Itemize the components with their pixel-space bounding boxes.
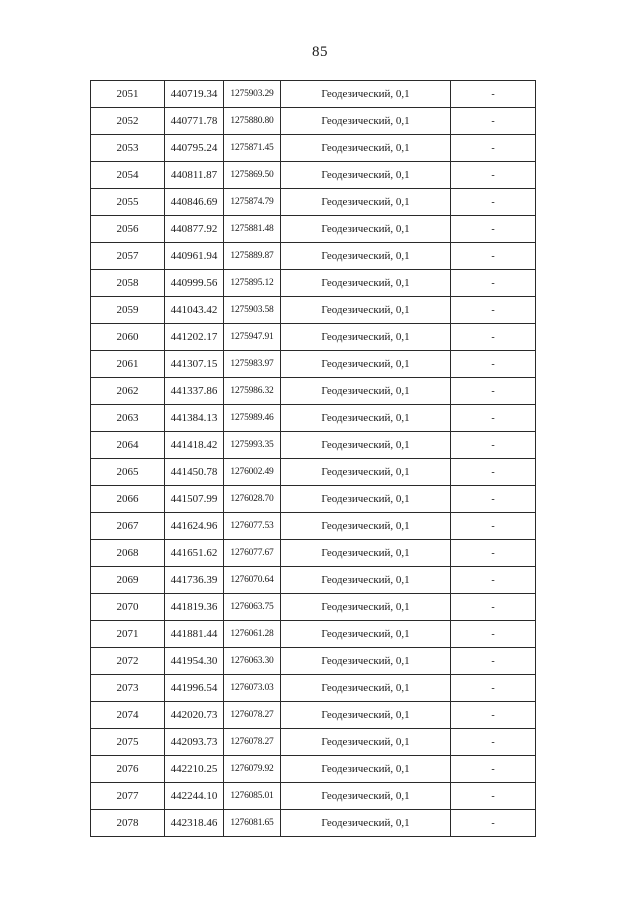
table-row (91, 324, 536, 351)
extra-cell: - (451, 108, 536, 135)
x-coordinate-cell: 442244.10 (165, 783, 224, 810)
extra-cell: - (451, 270, 536, 297)
extra-cell: - (451, 378, 536, 405)
method-cell: Геодезический, 0,1 (281, 351, 451, 378)
table-row (91, 702, 536, 729)
extra-cell: - (451, 405, 536, 432)
method-cell: Геодезический, 0,1 (281, 243, 451, 270)
x-coordinate-cell: 440811.87 (165, 162, 224, 189)
x-coordinate-cell: 441384.13 (165, 405, 224, 432)
table-row (91, 648, 536, 675)
method-cell: Геодезический, 0,1 (281, 810, 451, 837)
method-cell: Геодезический, 0,1 (281, 270, 451, 297)
x-coordinate-cell: 440961.94 (165, 243, 224, 270)
table-row (91, 810, 536, 837)
point-number-cell: 2054 (91, 162, 165, 189)
page-number: 85 (312, 44, 328, 60)
y-coordinate-cell: 1275881.48 (224, 216, 281, 243)
point-number-cell: 2058 (91, 270, 165, 297)
table-row (91, 756, 536, 783)
extra-cell: - (451, 756, 536, 783)
point-number-cell: 2063 (91, 405, 165, 432)
method-cell: Геодезический, 0,1 (281, 540, 451, 567)
table-row (91, 459, 536, 486)
point-number-cell: 2067 (91, 513, 165, 540)
point-number-cell: 2069 (91, 567, 165, 594)
table-row (91, 567, 536, 594)
table-row (91, 540, 536, 567)
y-coordinate-cell: 1276063.75 (224, 594, 281, 621)
table-row (91, 216, 536, 243)
table-row (91, 162, 536, 189)
x-coordinate-cell: 440771.78 (165, 108, 224, 135)
y-coordinate-cell: 1276077.53 (224, 513, 281, 540)
x-coordinate-cell: 441819.36 (165, 594, 224, 621)
method-cell: Геодезический, 0,1 (281, 297, 451, 324)
table-row (91, 378, 536, 405)
y-coordinate-cell: 1275986.32 (224, 378, 281, 405)
coordinates-table (90, 80, 536, 837)
y-coordinate-cell: 1275880.80 (224, 108, 281, 135)
y-coordinate-cell: 1276002.49 (224, 459, 281, 486)
x-coordinate-cell: 441996.54 (165, 675, 224, 702)
extra-cell: - (451, 243, 536, 270)
x-coordinate-cell: 441043.42 (165, 297, 224, 324)
method-cell: Геодезический, 0,1 (281, 405, 451, 432)
y-coordinate-cell: 1275871.45 (224, 135, 281, 162)
y-coordinate-cell: 1276063.30 (224, 648, 281, 675)
extra-cell: - (451, 810, 536, 837)
extra-cell: - (451, 324, 536, 351)
point-number-cell: 2068 (91, 540, 165, 567)
extra-cell: - (451, 783, 536, 810)
x-coordinate-cell: 440846.69 (165, 189, 224, 216)
extra-cell: - (451, 135, 536, 162)
point-number-cell: 2065 (91, 459, 165, 486)
method-cell: Геодезический, 0,1 (281, 675, 451, 702)
point-number-cell: 2075 (91, 729, 165, 756)
x-coordinate-cell: 440795.24 (165, 135, 224, 162)
extra-cell: - (451, 189, 536, 216)
table-row (91, 351, 536, 378)
table-row (91, 621, 536, 648)
method-cell: Геодезический, 0,1 (281, 108, 451, 135)
extra-cell: - (451, 621, 536, 648)
point-number-cell: 2055 (91, 189, 165, 216)
x-coordinate-cell: 441881.44 (165, 621, 224, 648)
point-number-cell: 2061 (91, 351, 165, 378)
y-coordinate-cell: 1276073.03 (224, 675, 281, 702)
method-cell: Геодезический, 0,1 (281, 324, 451, 351)
point-number-cell: 2077 (91, 783, 165, 810)
extra-cell: - (451, 351, 536, 378)
point-number-cell: 2073 (91, 675, 165, 702)
method-cell: Геодезический, 0,1 (281, 648, 451, 675)
method-cell: Геодезический, 0,1 (281, 783, 451, 810)
x-coordinate-cell: 440999.56 (165, 270, 224, 297)
y-coordinate-cell: 1275903.29 (224, 81, 281, 108)
method-cell: Геодезический, 0,1 (281, 567, 451, 594)
table-row (91, 135, 536, 162)
x-coordinate-cell: 440719.34 (165, 81, 224, 108)
method-cell: Геодезический, 0,1 (281, 162, 451, 189)
x-coordinate-cell: 441450.78 (165, 459, 224, 486)
table-row (91, 729, 536, 756)
point-number-cell: 2059 (91, 297, 165, 324)
x-coordinate-cell: 441624.96 (165, 513, 224, 540)
point-number-cell: 2062 (91, 378, 165, 405)
x-coordinate-cell: 441507.99 (165, 486, 224, 513)
y-coordinate-cell: 1275983.97 (224, 351, 281, 378)
point-number-cell: 2072 (91, 648, 165, 675)
point-number-cell: 2051 (91, 81, 165, 108)
table-row (91, 432, 536, 459)
point-number-cell: 2074 (91, 702, 165, 729)
extra-cell: - (451, 162, 536, 189)
y-coordinate-cell: 1275869.50 (224, 162, 281, 189)
x-coordinate-cell: 441337.86 (165, 378, 224, 405)
table-row (91, 513, 536, 540)
table-row (91, 594, 536, 621)
y-coordinate-cell: 1275874.79 (224, 189, 281, 216)
method-cell: Геодезический, 0,1 (281, 702, 451, 729)
x-coordinate-cell: 442318.46 (165, 810, 224, 837)
method-cell: Геодезический, 0,1 (281, 513, 451, 540)
point-number-cell: 2064 (91, 432, 165, 459)
point-number-cell: 2078 (91, 810, 165, 837)
point-number-cell: 2060 (91, 324, 165, 351)
x-coordinate-cell: 441202.17 (165, 324, 224, 351)
extra-cell: - (451, 540, 536, 567)
extra-cell: - (451, 459, 536, 486)
method-cell: Геодезический, 0,1 (281, 216, 451, 243)
method-cell: Геодезический, 0,1 (281, 189, 451, 216)
extra-cell: - (451, 594, 536, 621)
x-coordinate-cell: 441307.15 (165, 351, 224, 378)
point-number-cell: 2053 (91, 135, 165, 162)
y-coordinate-cell: 1276079.92 (224, 756, 281, 783)
table-row (91, 297, 536, 324)
method-cell: Геодезический, 0,1 (281, 594, 451, 621)
y-coordinate-cell: 1275889.87 (224, 243, 281, 270)
extra-cell: - (451, 675, 536, 702)
point-number-cell: 2056 (91, 216, 165, 243)
y-coordinate-cell: 1276061.28 (224, 621, 281, 648)
x-coordinate-cell: 442210.25 (165, 756, 224, 783)
x-coordinate-cell: 441418.42 (165, 432, 224, 459)
extra-cell: - (451, 216, 536, 243)
y-coordinate-cell: 1276028.70 (224, 486, 281, 513)
extra-cell: - (451, 567, 536, 594)
extra-cell: - (451, 648, 536, 675)
point-number-cell: 2071 (91, 621, 165, 648)
table-row (91, 270, 536, 297)
extra-cell: - (451, 432, 536, 459)
table-row (91, 486, 536, 513)
table-row (91, 243, 536, 270)
y-coordinate-cell: 1276085.01 (224, 783, 281, 810)
point-number-cell: 2057 (91, 243, 165, 270)
y-coordinate-cell: 1275993.35 (224, 432, 281, 459)
y-coordinate-cell: 1276070.64 (224, 567, 281, 594)
y-coordinate-cell: 1275895.12 (224, 270, 281, 297)
extra-cell: - (451, 729, 536, 756)
x-coordinate-cell: 441651.62 (165, 540, 224, 567)
method-cell: Геодезический, 0,1 (281, 135, 451, 162)
method-cell: Геодезический, 0,1 (281, 432, 451, 459)
y-coordinate-cell: 1275947.91 (224, 324, 281, 351)
extra-cell: - (451, 486, 536, 513)
extra-cell: - (451, 513, 536, 540)
method-cell: Геодезический, 0,1 (281, 729, 451, 756)
table-row (91, 783, 536, 810)
x-coordinate-cell: 442020.73 (165, 702, 224, 729)
table-row (91, 405, 536, 432)
table-row (91, 675, 536, 702)
method-cell: Геодезический, 0,1 (281, 81, 451, 108)
coordinates-table-body (91, 81, 536, 837)
point-number-cell: 2052 (91, 108, 165, 135)
table-row (91, 81, 536, 108)
extra-cell: - (451, 702, 536, 729)
method-cell: Геодезический, 0,1 (281, 459, 451, 486)
method-cell: Геодезический, 0,1 (281, 756, 451, 783)
point-number-cell: 2066 (91, 486, 165, 513)
x-coordinate-cell: 442093.73 (165, 729, 224, 756)
point-number-cell: 2070 (91, 594, 165, 621)
y-coordinate-cell: 1275989.46 (224, 405, 281, 432)
method-cell: Геодезический, 0,1 (281, 486, 451, 513)
extra-cell: - (451, 297, 536, 324)
y-coordinate-cell: 1276081.65 (224, 810, 281, 837)
table-row (91, 189, 536, 216)
extra-cell: - (451, 81, 536, 108)
point-number-cell: 2076 (91, 756, 165, 783)
y-coordinate-cell: 1276077.67 (224, 540, 281, 567)
y-coordinate-cell: 1276078.27 (224, 729, 281, 756)
x-coordinate-cell: 440877.92 (165, 216, 224, 243)
method-cell: Геодезический, 0,1 (281, 378, 451, 405)
y-coordinate-cell: 1276078.27 (224, 702, 281, 729)
x-coordinate-cell: 441736.39 (165, 567, 224, 594)
method-cell: Геодезический, 0,1 (281, 621, 451, 648)
x-coordinate-cell: 441954.30 (165, 648, 224, 675)
table-row (91, 108, 536, 135)
y-coordinate-cell: 1275903.58 (224, 297, 281, 324)
